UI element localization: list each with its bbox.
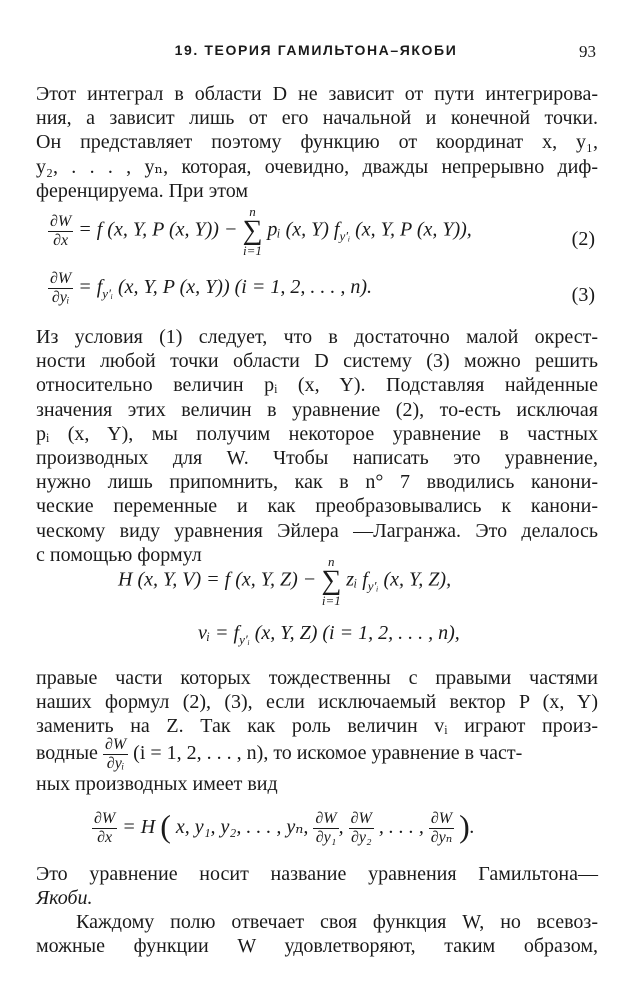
text-line: y₂, . . . , yₙ, которая, очевидно, дважды непрерывно диф- (36, 155, 598, 178)
paragraph-4 (36, 862, 598, 910)
text-line: Этот интеграл в области D не зависит от пути интегрирова- (36, 83, 598, 105)
text-line: ческие переменные и как преобразовывались к канони- (36, 495, 598, 518)
fraction: $\frac{\partial W}{\text{∂yᵢ}}$ (50, 270, 72, 306)
equation-hamilton-jacobi: $\frac{\partial W}{\partial x}$ = H ( x, y₁, y₂, . . . , yₙ, $\frac{\partial W}{\text{∂y₁}}$ , $\frac{\partial W}{\text{∂y₂}}$ , . . . , $\frac{\partial W}{\text{∂yₙ}}$ ). (94, 808, 475, 846)
paragraph-3 (36, 666, 598, 739)
text-line: нужно лишь припомнить, как в n° 7 вводились канони- (36, 471, 598, 494)
text-line: значения этих величин в уравнение (2), то-есть исключая (36, 398, 598, 421)
paragraph-3-end (36, 772, 598, 796)
text-line: Это уравнение носит название уравнения Гамильтона— (36, 863, 598, 885)
equation-number: (3) (571, 284, 595, 306)
text-line: Якоби. (36, 887, 93, 910)
text-line: производных для W. Чтобы написать это уравнение, (36, 446, 598, 469)
text-line-with-fraction: водные $\frac{\partial W}{\text{∂yᵢ}}$ (i = 1, 2, . . . , n), то искомое уравнение в част- (36, 736, 523, 772)
text-line: ния, а зависит лишь от его начальной и конечной точки. (36, 107, 598, 130)
equation-2: $\frac{\partial W}{\partial x}$ = f (x, Y, P (x, Y)) − n ∑ i=1 pᵢ (x, Y) $f_{y'ᵢ}$ (x, Y, P (x, Y)), (50, 204, 472, 258)
text-line: Он представляет поэтому функцию от координат x, y₁, (36, 131, 598, 154)
paragraph-5 (36, 910, 598, 958)
text-line: наших формул (2), (3), если исключаемый вектор P (x, Y) (36, 691, 598, 714)
text-line: ности любой точки области D систему (3) можно решить (36, 350, 598, 373)
equation-3: $\frac{\partial W}{\text{∂yᵢ}}$ = $f_{y'ᵢ}$ (x, Y, P (x, Y)) (i = 1, 2, . . . , n). (50, 270, 373, 306)
equation-hamiltonian: H (x, Y, V) = f (x, Y, Z) − n ∑ i=1 zᵢ $f_{y'ᵢ}$ (x, Y, Z), (118, 554, 452, 608)
page-number: 93 (579, 42, 596, 61)
text-line: правые части которых тождественны с правыми частями (36, 667, 598, 689)
summation: n ∑ i=1 (321, 554, 342, 608)
fraction: $\frac{\partial W}{\text{∂y₂}}$ (350, 809, 372, 846)
fraction: $\frac{\partial W}{\partial x}$ (50, 212, 72, 249)
chapter-title: 19. ТЕОРИЯ ГАМИЛЬТОНА–ЯКОБИ (174, 42, 458, 58)
fraction: $\frac{\partial W}{\text{∂yₙ}}$ (430, 809, 453, 846)
paragraph-1 (36, 82, 598, 203)
text-line: ных производных имеет вид (36, 773, 278, 795)
fraction: $\frac{\partial W}{\text{∂y₁}}$ (315, 809, 337, 846)
text-line: Каждому полю отвечает своя функция W, но всевоз- (76, 911, 598, 933)
text-line: ческому виду уравнения Эйлера —Лагранжа. Это делалось (36, 519, 598, 542)
summation: n ∑ i=1 (242, 204, 263, 258)
text-line: ференцируема. При этом (36, 179, 249, 202)
text-line: pᵢ (x, Y), мы получим некоторое уравнение в частных (36, 422, 598, 445)
fraction: $\frac{\partial W}{\text{∂yᵢ}}$ (104, 736, 127, 772)
text-line: относительно величин pᵢ (x, Y). Подставляя найденные (36, 374, 598, 397)
text-line: заменить на Z. Так как роль величин vᵢ играют произ- (36, 715, 598, 738)
text-line: с помощью формул (36, 543, 202, 566)
equation-v: vᵢ = $f_{y'ᵢ}$ (x, Y, Z) (i = 1, 2, . . . , n), (198, 622, 460, 647)
equation-number: (2) (571, 228, 595, 250)
text-line: Из условия (1) следует, что в достаточно малой окрест- (36, 326, 598, 348)
text-line: можные функции W удовлетворяют, таким образом, (36, 935, 598, 958)
running-header (36, 42, 596, 66)
fraction: $\frac{\partial W}{\partial x}$ (94, 809, 116, 846)
paragraph-2 (36, 325, 598, 567)
